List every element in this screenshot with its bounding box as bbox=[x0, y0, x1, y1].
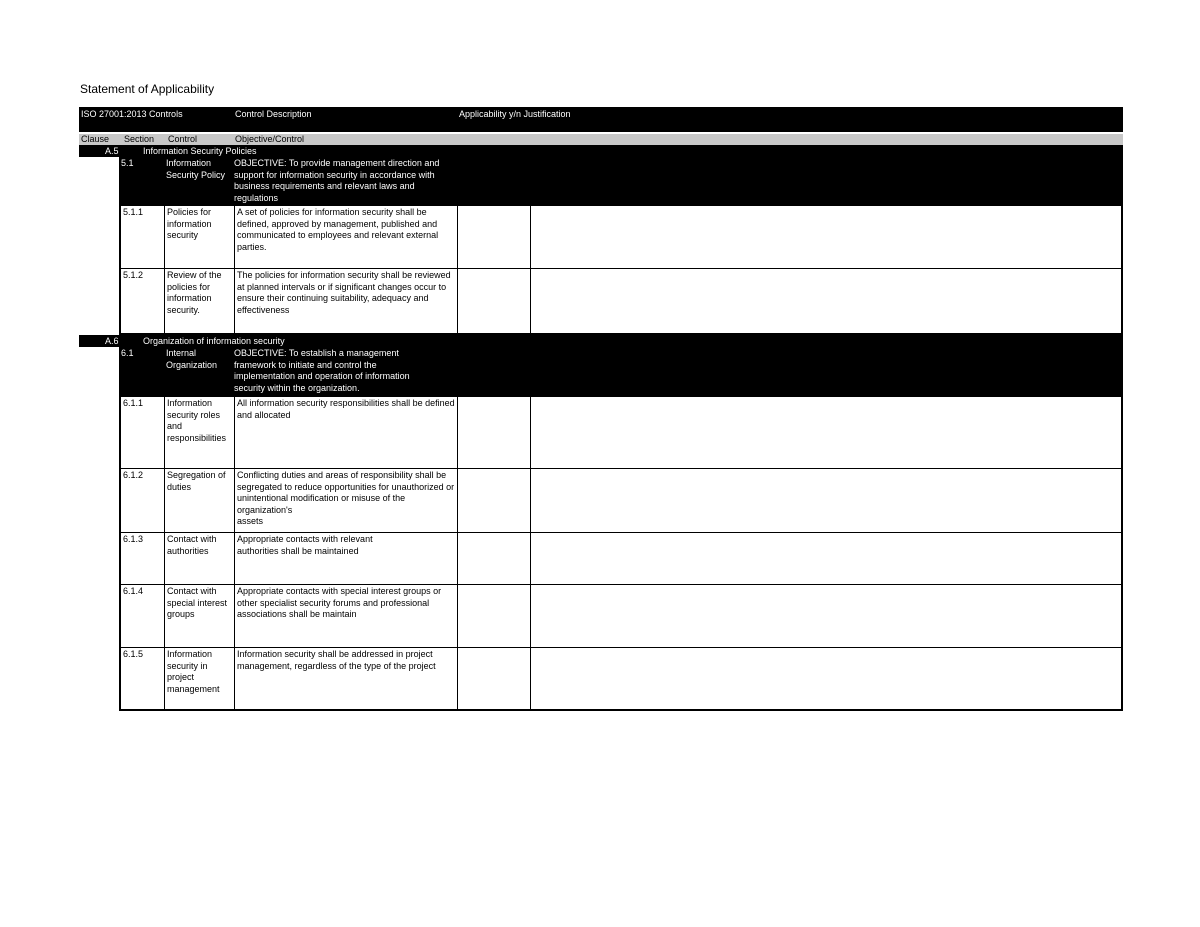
subheader-control: Control bbox=[168, 134, 198, 144]
group-row-a6 bbox=[79, 335, 1123, 347]
item-name: Review of the policies for information security. bbox=[165, 269, 235, 333]
item-description: Information security shall be addressed in project management, regardless of the type of the project bbox=[235, 648, 458, 709]
item-applicability[interactable] bbox=[458, 397, 531, 468]
item-applicability[interactable] bbox=[458, 648, 531, 709]
header-description: Control Description bbox=[235, 109, 312, 119]
soa-table bbox=[79, 107, 1123, 711]
table-row bbox=[119, 269, 1123, 335]
item-applicability[interactable] bbox=[458, 585, 531, 647]
item-justification[interactable] bbox=[531, 206, 1121, 268]
item-name: Information security roles and responsibilities bbox=[165, 397, 235, 468]
item-justification[interactable] bbox=[531, 648, 1121, 709]
item-name: Contact with authorities bbox=[165, 533, 235, 584]
group-title: Organization of information security bbox=[143, 336, 285, 346]
group-clause: A.6 bbox=[105, 336, 119, 346]
item-description: The policies for information security shall be reviewed at planned intervals or if significant changes occur to ensure their continuing suitability, adequacy and effectiveness bbox=[235, 269, 458, 333]
item-justification[interactable] bbox=[531, 585, 1121, 647]
item-name: Segregation of duties bbox=[165, 469, 235, 532]
control-name: Internal Organization bbox=[166, 348, 218, 370]
item-name: Policies for information security bbox=[165, 206, 235, 268]
table-row bbox=[119, 648, 1123, 711]
subheader-section: Section bbox=[124, 134, 155, 144]
control-row-6-1 bbox=[119, 347, 1123, 397]
table-row bbox=[119, 206, 1123, 269]
item-justification[interactable] bbox=[531, 397, 1121, 468]
item-section: 6.1.1 bbox=[121, 397, 165, 468]
table-row bbox=[119, 585, 1123, 648]
item-applicability[interactable] bbox=[458, 469, 531, 532]
item-justification[interactable] bbox=[531, 469, 1121, 532]
item-section: 6.1.3 bbox=[121, 533, 165, 584]
group-title: Information Security Policies bbox=[143, 146, 257, 156]
item-description: A set of policies for information security shall be defined, approved by management, published and communicated to employees and relevant external parties. bbox=[235, 206, 458, 268]
header-applicability: Applicability y/n Justification bbox=[459, 109, 571, 119]
item-description: Appropriate contacts with special interest groups or other specialist security forums and professional associations shall be maintain bbox=[235, 585, 458, 647]
control-objective: OBJECTIVE: To establish a management framework to initiate and control the implementation and operation of information security within the organization. bbox=[234, 348, 410, 393]
item-justification[interactable] bbox=[531, 269, 1121, 333]
item-section: 6.1.2 bbox=[121, 469, 165, 532]
item-description: All information security responsibilities shall be defined and allocated bbox=[235, 397, 458, 468]
subheader-clause: Clause bbox=[81, 134, 110, 144]
subheader-objective: Objective/Control bbox=[235, 134, 305, 144]
item-applicability[interactable] bbox=[458, 206, 531, 268]
item-section: 6.1.5 bbox=[121, 648, 165, 709]
control-objective: OBJECTIVE: To provide management direction and support for information security in accordance with business requirements and relevant laws and regulations bbox=[234, 158, 440, 203]
control-section: 6.1 bbox=[121, 348, 134, 358]
table-subheader bbox=[79, 134, 1123, 145]
item-section: 5.1.1 bbox=[121, 206, 165, 268]
item-description: Appropriate contacts with relevant authorities shall be maintained bbox=[235, 533, 458, 584]
item-section: 5.1.2 bbox=[121, 269, 165, 333]
document-title: Statement of Applicability bbox=[80, 82, 215, 96]
table-row bbox=[119, 469, 1123, 533]
item-name: Information security in project management bbox=[165, 648, 235, 709]
table-row bbox=[119, 533, 1123, 585]
item-applicability[interactable] bbox=[458, 269, 531, 333]
item-justification[interactable] bbox=[531, 533, 1121, 584]
group-clause: A.5 bbox=[105, 146, 119, 156]
item-section: 6.1.4 bbox=[121, 585, 165, 647]
item-name: Contact with special interest groups bbox=[165, 585, 235, 647]
header-controls: ISO 27001:2013 Controls bbox=[81, 109, 183, 119]
table-header bbox=[79, 107, 1123, 132]
group-row-a5 bbox=[79, 145, 1123, 157]
control-name: Information Security Policy bbox=[166, 158, 226, 180]
item-applicability[interactable] bbox=[458, 533, 531, 584]
control-row-5-1 bbox=[119, 157, 1123, 206]
table-row bbox=[119, 397, 1123, 469]
control-section: 5.1 bbox=[121, 158, 134, 168]
item-description: Conflicting duties and areas of responsibility shall be segregated to reduce opportunities for unauthorized or unintentional modification or misuse of the organization's assets bbox=[235, 469, 458, 532]
